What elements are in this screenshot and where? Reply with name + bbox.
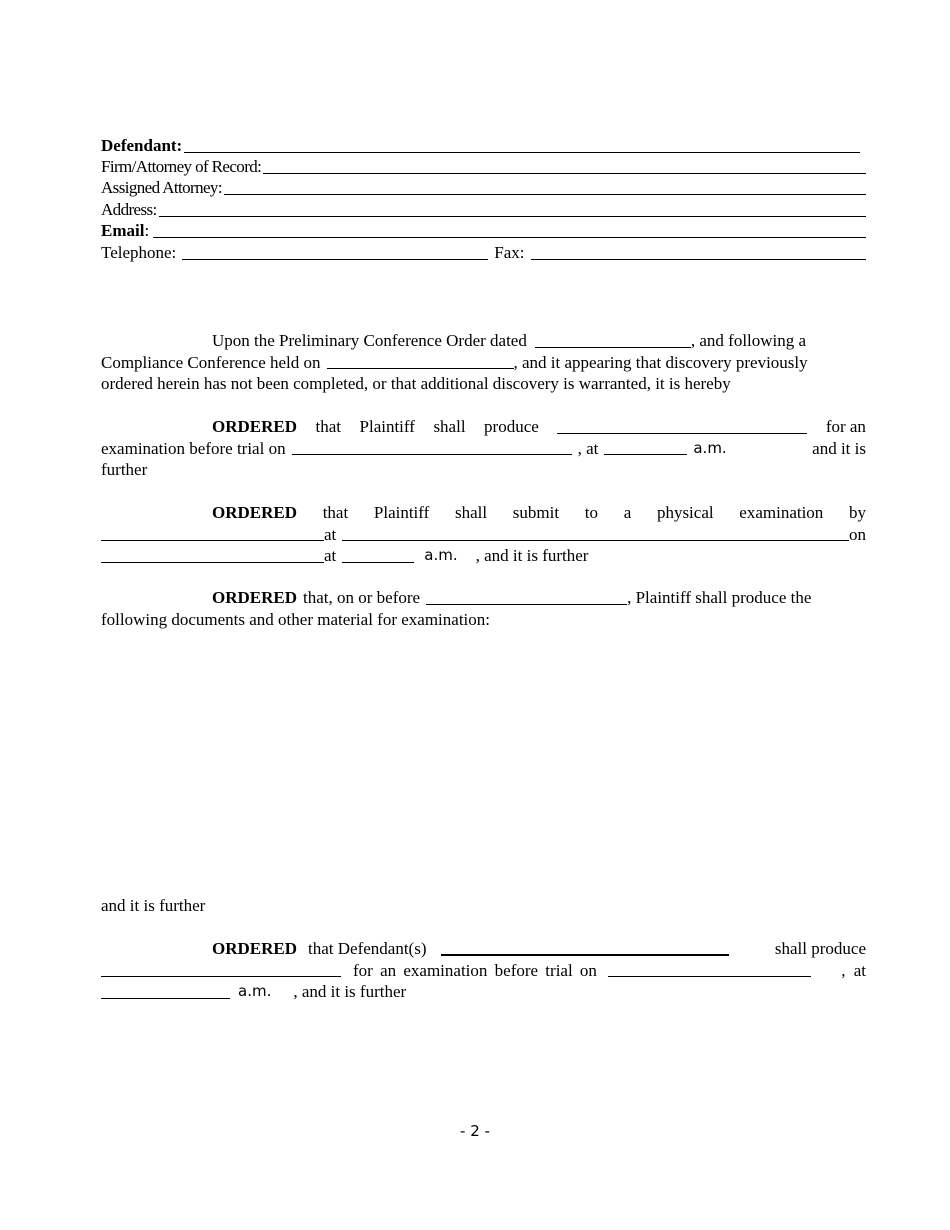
p3-word: that: [322, 503, 349, 522]
p2-text: and it is: [812, 438, 866, 458]
p3-word: examination: [739, 503, 824, 522]
pc-order-date-blank[interactable]: [535, 347, 691, 348]
assigned-attorney-input-line[interactable]: [224, 194, 866, 195]
p1-text-a: Upon the Preliminary Conference Order dated: [212, 331, 527, 350]
firm-attorney-label: Firm/Attorney of Record:: [101, 157, 262, 176]
defendant-ebt-time-blank[interactable]: [101, 998, 230, 999]
email-label: Email: [101, 221, 145, 240]
p4-text: , Plaintiff shall produce the: [627, 588, 812, 607]
plaintiff-ebt-date-blank[interactable]: [292, 454, 572, 455]
p1-text-d: , and it appearing that discovery previously: [513, 352, 808, 372]
assigned-attorney-field[interactable]: [101, 178, 866, 198]
p2-text: further: [101, 460, 148, 479]
plaintiff-witness-blank[interactable]: [557, 433, 807, 434]
p5-text: , at: [841, 960, 866, 980]
address-label: Address:: [101, 200, 157, 219]
telephone-fax-row: [101, 243, 866, 263]
p3-word: physical: [656, 503, 714, 522]
p3-word: Plaintiff: [373, 503, 430, 522]
defendant-field[interactable]: [101, 136, 866, 156]
p2-word: that: [315, 417, 342, 436]
paragraph-defendant-ebt: [101, 938, 866, 1003]
p3-word: submit: [512, 503, 560, 522]
compliance-conference-date-blank[interactable]: [327, 368, 514, 369]
paragraph-plaintiff-ebt: [101, 416, 866, 481]
p2-text: , at: [577, 438, 599, 458]
defendant-witness-blank[interactable]: [101, 976, 341, 977]
documents-deadline-blank[interactable]: [426, 604, 627, 605]
p4-ordered: ORDERED: [212, 588, 298, 607]
p3-ordered: ORDERED: [212, 503, 298, 522]
assigned-attorney-label: Assigned Attorney:: [101, 178, 222, 197]
and-further-text: and it is further: [101, 896, 206, 915]
p2-am: a.m.: [693, 438, 727, 457]
email-colon: :: [144, 221, 150, 240]
paragraph-documents: [101, 587, 866, 630]
telephone-label: Telephone:: [101, 243, 177, 262]
p2-word: for an: [825, 417, 866, 436]
p5-text: for an examination before trial on: [353, 960, 597, 980]
p2-word: produce: [484, 417, 539, 436]
p5-am: a.m.: [238, 982, 272, 1000]
documents-list-area[interactable]: [101, 640, 866, 885]
exam-time-blank[interactable]: [342, 562, 414, 563]
p1-text-b: , and following a: [690, 331, 807, 350]
and-it-is-further-line: [101, 895, 866, 917]
firm-attorney-input-line[interactable]: [263, 173, 866, 174]
p5-text: , and it is further: [293, 982, 407, 1001]
p2-text: examination before trial on: [101, 438, 286, 458]
defendant-label: Defendant:: [101, 136, 183, 155]
exam-location-blank[interactable]: [342, 540, 849, 541]
p2-word: Plaintiff: [359, 417, 415, 436]
fax-input-line[interactable]: [531, 259, 866, 260]
p2-word: shall: [433, 417, 466, 436]
p3-at: at: [324, 524, 337, 544]
p3-word: shall: [455, 503, 488, 522]
p3-word: a: [623, 503, 632, 522]
paragraph-physical-examination: [101, 502, 866, 567]
address-field[interactable]: [101, 200, 866, 220]
p5-ordered: ORDERED: [212, 939, 298, 958]
p3-word: by: [849, 503, 866, 522]
p3-word: to: [584, 503, 599, 522]
examining-physician-blank[interactable]: [101, 540, 324, 541]
p1-text-e: ordered herein has not been completed, or that additional discovery is warranted, it is hereby: [101, 374, 731, 393]
p4-text: following documents and other material for examination:: [101, 609, 490, 629]
p3-at: at: [324, 546, 337, 565]
page-number: - 2 -: [460, 1122, 490, 1140]
p5-text: that Defendant(s): [308, 939, 427, 958]
paragraph-preliminary-conference: [101, 330, 866, 395]
defendant-ebt-date-blank[interactable]: [608, 976, 811, 977]
p2-ordered: ORDERED: [212, 417, 298, 436]
p5-text: shall produce: [774, 939, 866, 958]
email-input-line[interactable]: [153, 237, 866, 238]
firm-attorney-field[interactable]: [101, 157, 866, 177]
p1-text-c: Compliance Conference held on: [101, 352, 321, 372]
address-input-line[interactable]: [159, 216, 866, 217]
defendant-name-blank[interactable]: [441, 954, 729, 956]
fax-label: Fax:: [494, 243, 525, 262]
p3-text: , and it is further: [475, 546, 589, 565]
exam-date-blank[interactable]: [101, 562, 324, 563]
defendant-input-line[interactable]: [184, 152, 860, 153]
p3-on: on: [849, 524, 866, 544]
telephone-input-line[interactable]: [182, 259, 488, 260]
plaintiff-ebt-time-blank[interactable]: [604, 454, 687, 455]
p4-text: that, on or before: [303, 588, 421, 607]
email-field[interactable]: [101, 221, 866, 241]
p3-am: a.m.: [424, 546, 458, 564]
